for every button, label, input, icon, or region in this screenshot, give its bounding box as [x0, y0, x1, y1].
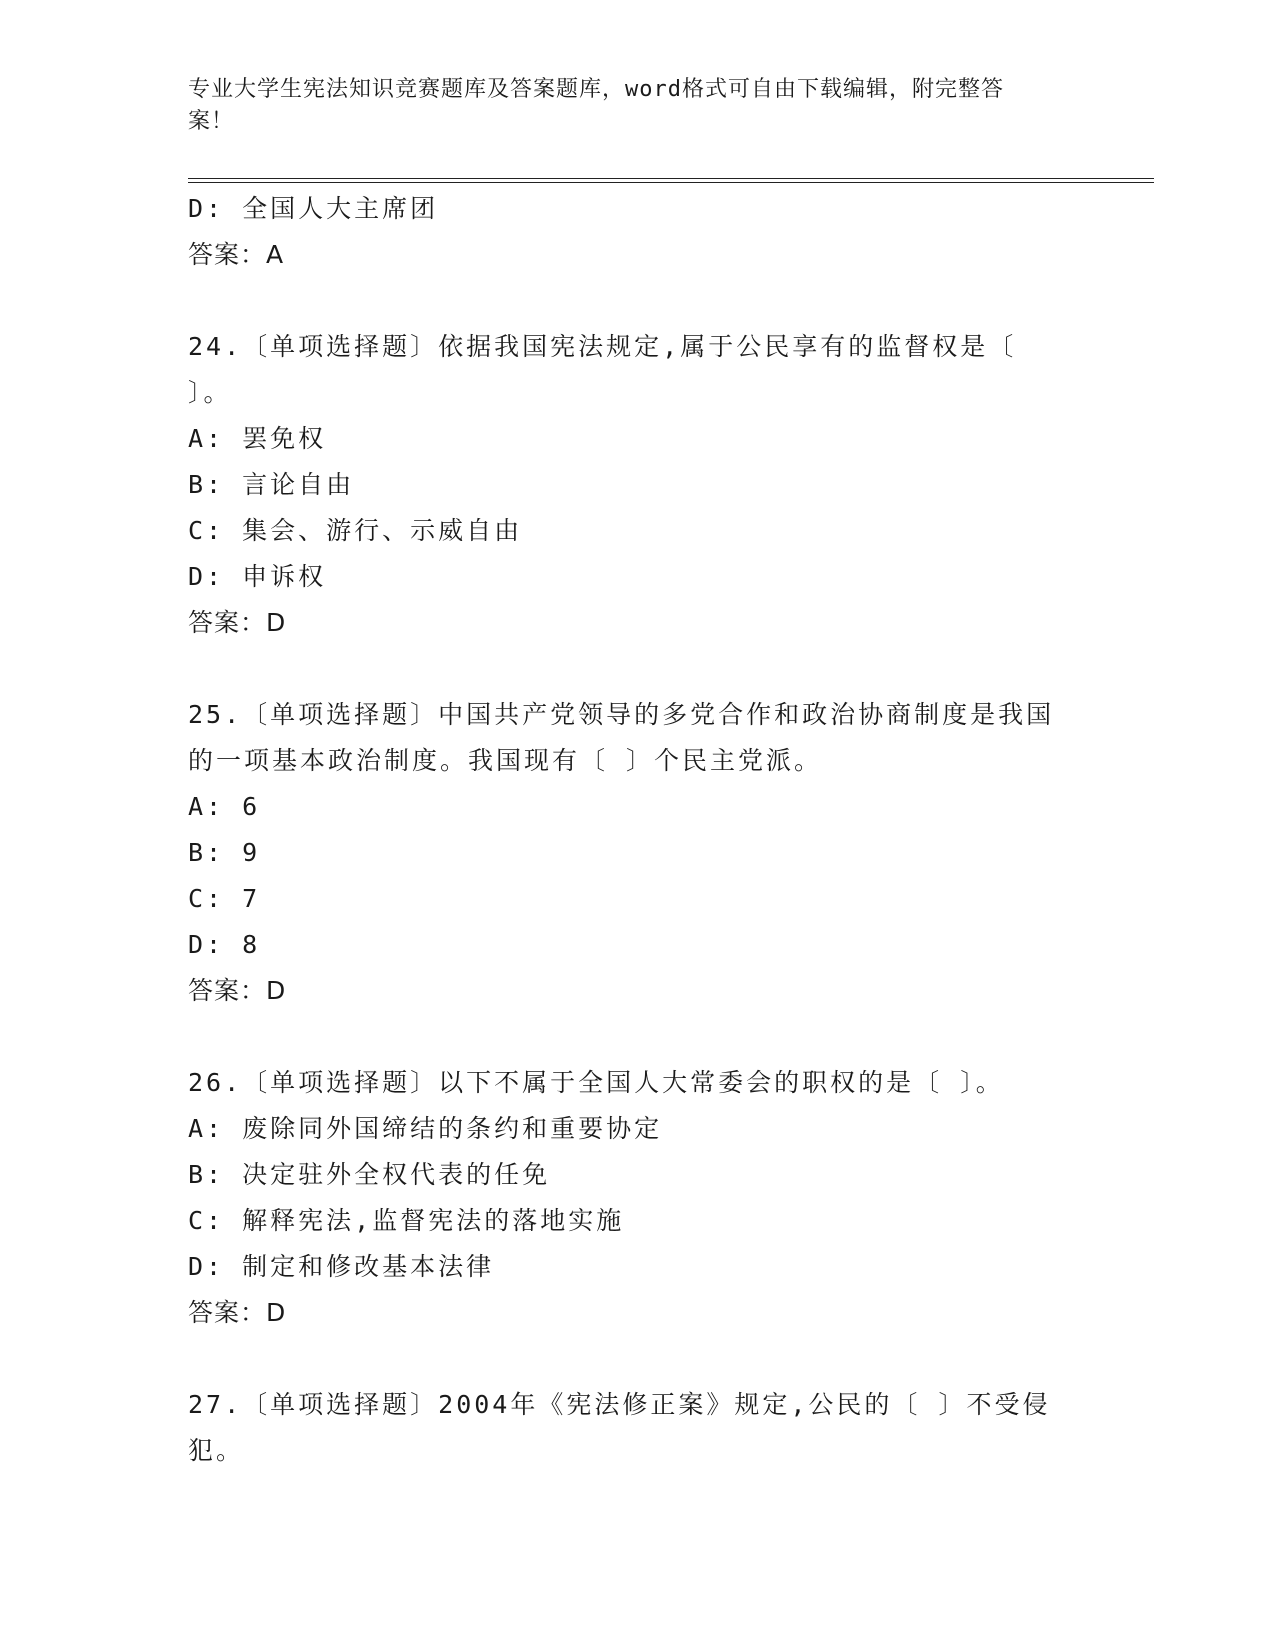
option-b: B: 言论自由	[188, 470, 355, 499]
option-d: D: 8	[188, 930, 261, 959]
option-c: C: 解释宪法,监督宪法的落地实施	[188, 1206, 625, 1235]
question-stem-continued: 的一项基本政治制度。我国现有〔 〕个民主党派。	[188, 746, 823, 775]
question-24	[188, 324, 1088, 646]
document-header	[188, 74, 1068, 138]
option-a: A: 罢免权	[188, 424, 327, 453]
question-stem: 25.〔单项选择题〕中国共产党领导的多党合作和政治协商制度是我国	[188, 700, 1055, 729]
header-divider-bottom	[188, 182, 1154, 183]
question-list	[188, 186, 1088, 1474]
option-d: D: 制定和修改基本法律	[188, 1252, 495, 1281]
question-stem-continued: 〕。	[188, 378, 232, 407]
option-c: C: 集会、游行、示威自由	[188, 516, 523, 545]
option-a: A: 6	[188, 792, 261, 821]
header-divider-top	[188, 178, 1154, 179]
question-26	[188, 1060, 1088, 1336]
question-stem-continued: 犯。	[188, 1436, 245, 1465]
answer-line: 答案：D	[188, 976, 287, 1005]
option-c: C: 7	[188, 884, 261, 913]
question-25	[188, 692, 1088, 1014]
question-stem: 24.〔单项选择题〕依据我国宪法规定,属于公民享有的监督权是〔	[188, 332, 1017, 361]
question-stem: 26.〔单项选择题〕以下不属于全国人大常委会的职权的是〔 〕。	[188, 1068, 1004, 1097]
option-b: B: 9	[188, 838, 261, 867]
option-b: B: 决定驻外全权代表的任免	[188, 1160, 551, 1189]
header-line-2: 案！	[188, 109, 235, 134]
answer-line: 答案：D	[188, 608, 287, 637]
question-stem: 27.〔单项选择题〕2004年《宪法修正案》规定,公民的〔 〕不受侵	[188, 1390, 1051, 1419]
question-27	[188, 1382, 1088, 1474]
option-a: A: 废除同外国缔结的条约和重要协定	[188, 1114, 663, 1143]
answer-line: 答案：A	[188, 240, 285, 269]
option-d: D: 申诉权	[188, 562, 327, 591]
option-d: D: 全国人大主席团	[188, 194, 439, 223]
header-line-1: 专业大学生宪法知识竞赛题库及答案题库，word格式可自由下载编辑，附完整答	[188, 77, 1004, 102]
answer-line: 答案：D	[188, 1298, 287, 1327]
